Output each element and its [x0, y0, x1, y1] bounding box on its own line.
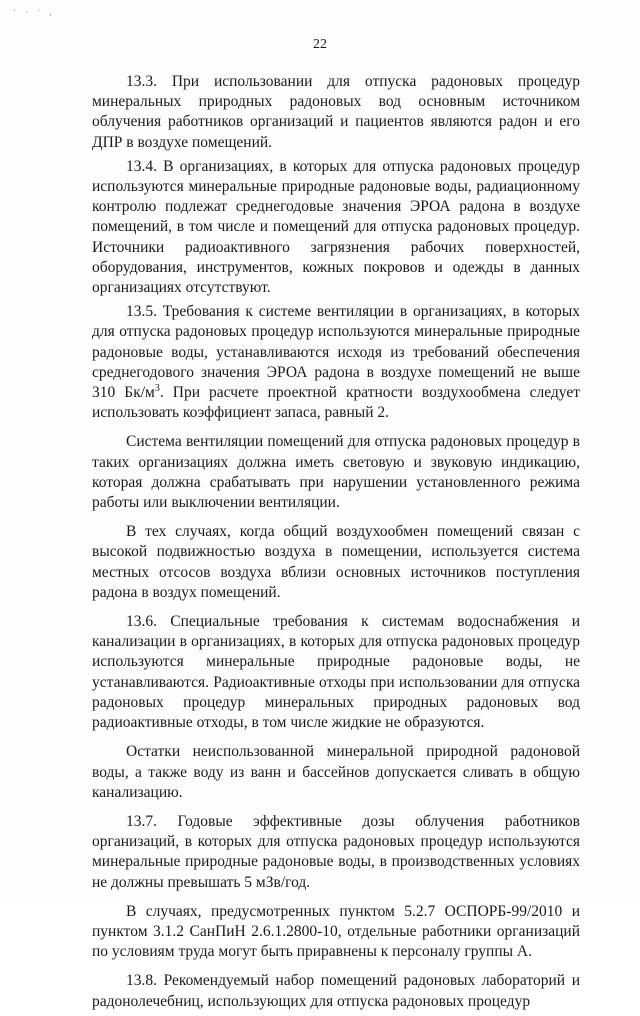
paragraph-local-exhaust: В тех случаях, когда общий воздухообмен помещений связан с высокой подвижностью воздуха в помещении, используется система местных отсосов воздуха вблизи основных источников поступления радона в воздух помещений.: [92, 523, 580, 601]
paragraph-drain: Остатки неиспользованной минеральной природной радоновой воды, а также воду из ванн и бассейнов допускается сливать в общую канализацию.: [92, 743, 580, 801]
paragraph-13-3: 13.3. При использовании для отпуска радоновых процедур минеральных природных радоновых вод основным источником облучения работников организаций и пациентов являются радон и его ДПР в воздухе помещений.: [92, 73, 580, 151]
cubic-superscript: 3: [154, 382, 160, 394]
paragraph-13-4: 13.4. В организациях, в которых для отпуска радоновых процедур используются минеральные природные радоновые воды, радиационному контролю подлежат среднегодовые значения ЭРОА радона в воздухе помещений, в том числе и помещений для отпуска радоновых процедур. Источники радиоактивного загрязнения рабочих поверхностей, оборудования, инструментов, кожных покровов и одежды в данных организациях отсутствуют.: [92, 157, 580, 297]
paragraph-13-5-text-after: . При расчете проектной кратности воздухообмена следует использовать коэффициент запаса, равный 2.: [92, 384, 581, 422]
paragraph-13-7: 13.7. Годовые эффективные дозы облучения работников организаций, в которых для отпуска радоновых процедур используются минеральные природные радоновые воды, в производственных условиях не должны превышать 5 мЗв/год.: [92, 812, 580, 891]
scan-corner-marks: ' · ' ,: [14, 8, 56, 17]
paragraph-ventilation-indication: Система вентиляции помещений для отпуска радоновых процедур в таких организациях должна иметь световую и звуковую индикацию, которая должна срабатывать при нарушении установленного режима работы или выключении вентиляции.: [92, 433, 580, 512]
paragraph-group-a: В случаях, предусмотренных пунктом 5.2.7 ОСПОРБ-99/2010 и пунктом 3.1.2 СанПиН 2.6.1.2800-10, отдельные работники организаций по условиям труда могут быть приравнены к персоналу группы А.: [92, 902, 580, 961]
document-body: [92, 72, 580, 1016]
paragraph-13-8: 13.8. Рекомендуемый набор помещений радоновых лабораторий и радонолечебниц, использующих для отпуска радоновых процедур: [92, 972, 580, 1010]
paragraph-13-5-text-before: 13.5. Требования к системе вентиляции в организациях, в которых для отпуска радоновых процедур используются минеральные природные радоновые воды, устанавливаются исходя из требований обеспечения среднегодового значения ЭРОА радона в воздухе помещений не выше 310 Бк/м: [92, 303, 580, 402]
paragraph-13-6: 13.6. Специальные требования к системам водоснабжения и канализации в организациях, в которых для отпуска радоновых процедур используются минеральные природные радоновые воды, не устанавливаются. Радиоактивные отходы при использовании для отпуска радоновых процедур минеральных природных радоновых вод радиоактивные отходы, в том числе жидкие не образуются.: [92, 613, 580, 732]
page-number: 22: [313, 37, 327, 52]
paragraph-13-5: [92, 302, 580, 423]
